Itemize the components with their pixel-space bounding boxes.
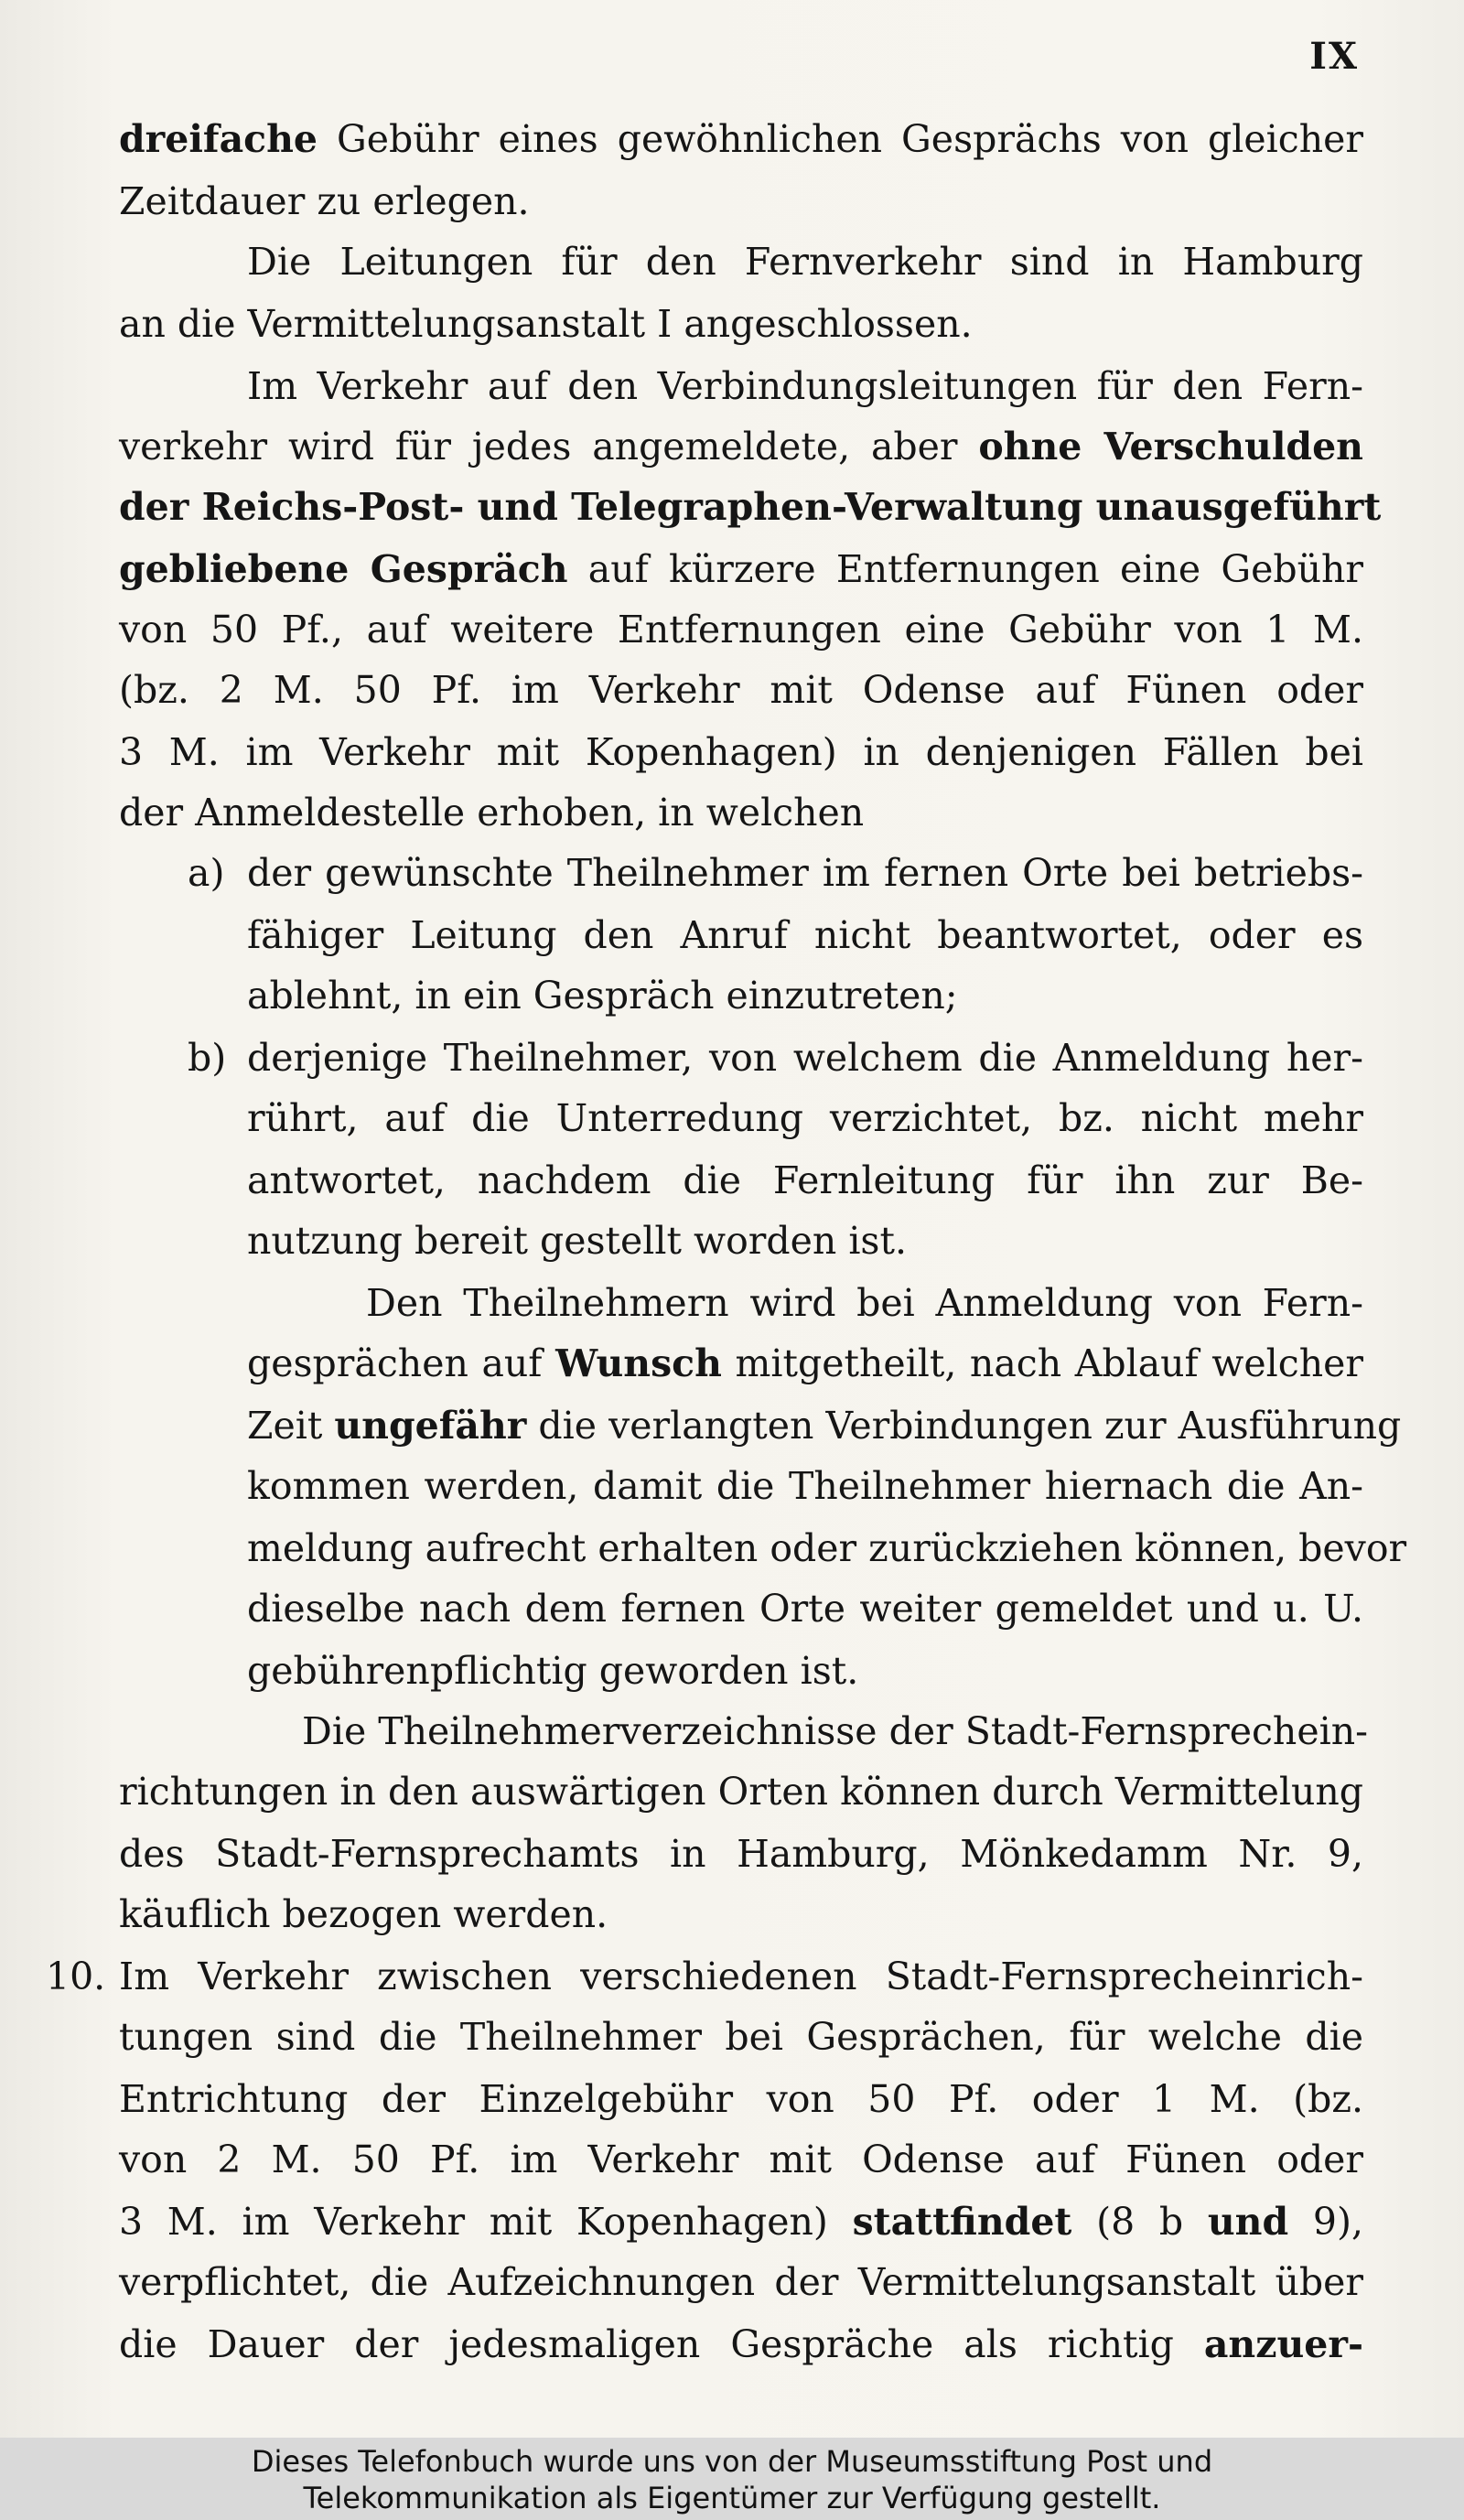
text-line [119, 421, 1363, 472]
text-line: des Stadt-Fernsprechamts in Hamburg, Mönkedamm Nr. 9, [119, 1832, 1363, 1876]
text-span: (8 b [1071, 2200, 1208, 2244]
footer-line: Telekommunikation als Eigentümer zur Verfügung gestellt. [303, 2481, 1161, 2515]
text-line: von 50 Pf., auf weitere Entfernungen eine Gebühr von 1 M. [119, 608, 1363, 652]
text-line: von 2 M. 50 Pf. im Verkehr mit Odense auf Fünen oder [119, 2138, 1363, 2181]
bold-text: ohne Verschulden [978, 425, 1363, 468]
list-item-b-line: nutzung bereit gestellt worden ist. [247, 1219, 907, 1263]
list-item-b-line: rührt, auf die Unterredung verzichtet, bz. nicht mehr [247, 1096, 1363, 1140]
text-line [119, 2319, 1363, 2370]
text-line [119, 2196, 1363, 2247]
text-line: Entrichtung der Einzelgebühr von 50 Pf. oder 1 M. (bz. [119, 2077, 1363, 2121]
bold-text: dreifache [119, 117, 318, 161]
attribution-footer [0, 2438, 1464, 2520]
text-span: 9), [1288, 2200, 1363, 2244]
text-span: 3 M. im Verkehr mit Kopenhagen) [119, 2200, 853, 2244]
text-span: auf kürzere Entfernungen eine Gebühr [567, 547, 1363, 591]
text-line: Die Theilnehmerverzeichnisse der Stadt-Fernsprechein- [302, 1709, 1368, 1753]
list-item-a-line: der gewünschte Theilnehmer im fernen Orte bei betriebs- [247, 851, 1363, 895]
bold-text: der Reichs-Post- und Telegraphen-Verwaltung unausgeführt [119, 485, 1382, 529]
text-line [247, 1338, 1363, 1389]
bold-text: gebliebene Gespräch [119, 547, 568, 591]
text-line: Im Verkehr auf den Verbindungsleitungen für den Fern- [247, 364, 1363, 408]
text-line [247, 1400, 1402, 1451]
text-span: gesprächen auf [247, 1341, 556, 1385]
bold-text: stattfindet [852, 2200, 1072, 2244]
text-line: tungen sind die Theilnehmer bei Gesprächen, für welche die [119, 2015, 1363, 2059]
text-line [119, 544, 1363, 595]
text-line: meldung aufrecht erhalten oder zurückziehen können, bevor [247, 1526, 1407, 1570]
text-line: (bz. 2 M. 50 Pf. im Verkehr mit Odense auf Fünen oder [119, 668, 1363, 712]
list-item-a-line: ablehnt, in ein Gespräch einzutreten; [247, 974, 958, 1018]
text-span: die Dauer der jedesmaligen Gespräche als richtig [119, 2322, 1204, 2366]
bold-text: anzuer- [1203, 2322, 1363, 2366]
text-line: Im Verkehr zwischen verschiedenen Stadt-Fernsprecheinrich- [119, 1955, 1363, 1998]
page-number: IX [1309, 35, 1359, 78]
section-number: 10. [46, 1955, 106, 1998]
text-line: dieselbe nach dem fernen Orte weiter gemeldet und u. U. [247, 1587, 1363, 1631]
footer-line: Dieses Telefonbuch wurde uns von der Museumsstiftung Post und [251, 2444, 1213, 2479]
text-line: Zeitdauer zu erlegen. [119, 179, 530, 223]
bold-text: ungefähr [334, 1404, 527, 1448]
text-line: Den Theilnehmern wird bei Anmeldung von Fern- [366, 1281, 1363, 1325]
bold-text: und [1207, 2200, 1289, 2244]
text-line: 3 M. im Verkehr mit Kopenhagen) in denjenigen Fällen bei [119, 730, 1363, 774]
text-line: richtungen in den auswärtigen Orten können durch Vermittelung [119, 1770, 1363, 1814]
text-line: der Anmeldestelle erhoben, in welchen [119, 791, 865, 835]
text-span: Gebühr eines gewöhnlichen Gesprächs von gleicher [318, 117, 1363, 161]
text-line [119, 481, 1382, 533]
text-span: die verlangten Verbindungen zur Ausführung [526, 1404, 1402, 1448]
bold-text: Wunsch [555, 1341, 722, 1385]
text-line: Die Leitungen für den Fernverkehr sind in Hamburg [247, 240, 1363, 284]
text-span: mitgetheilt, nach Ablauf welcher [721, 1341, 1363, 1385]
text-line: kommen werden, damit die Theilnehmer hiernach die An- [247, 1464, 1363, 1508]
text-line: gebührenpflichtig geworden ist. [247, 1649, 859, 1693]
list-item-b-line: derjenige Theilnehmer, von welchem die Anmeldung her- [247, 1036, 1363, 1080]
text-line: verpflichtet, die Aufzeichnungen der Vermittelungsanstalt über [119, 2260, 1363, 2304]
text-line: käuflich bezogen werden. [119, 1892, 608, 1936]
text-line [119, 113, 1363, 165]
list-marker-a: a) [188, 851, 225, 895]
text-span: Zeit [247, 1404, 335, 1448]
list-item-b-line: antwortet, nachdem die Fernleitung für ihn zur Be- [247, 1158, 1363, 1202]
list-item-a-line: fähiger Leitung den Anruf nicht beantwortet, oder es [247, 913, 1363, 957]
text-span: verkehr wird für jedes angemeldete, aber [119, 425, 979, 468]
list-marker-b: b) [188, 1036, 227, 1080]
text-line: an die Vermittelungsanstalt I angeschlossen. [119, 302, 973, 346]
